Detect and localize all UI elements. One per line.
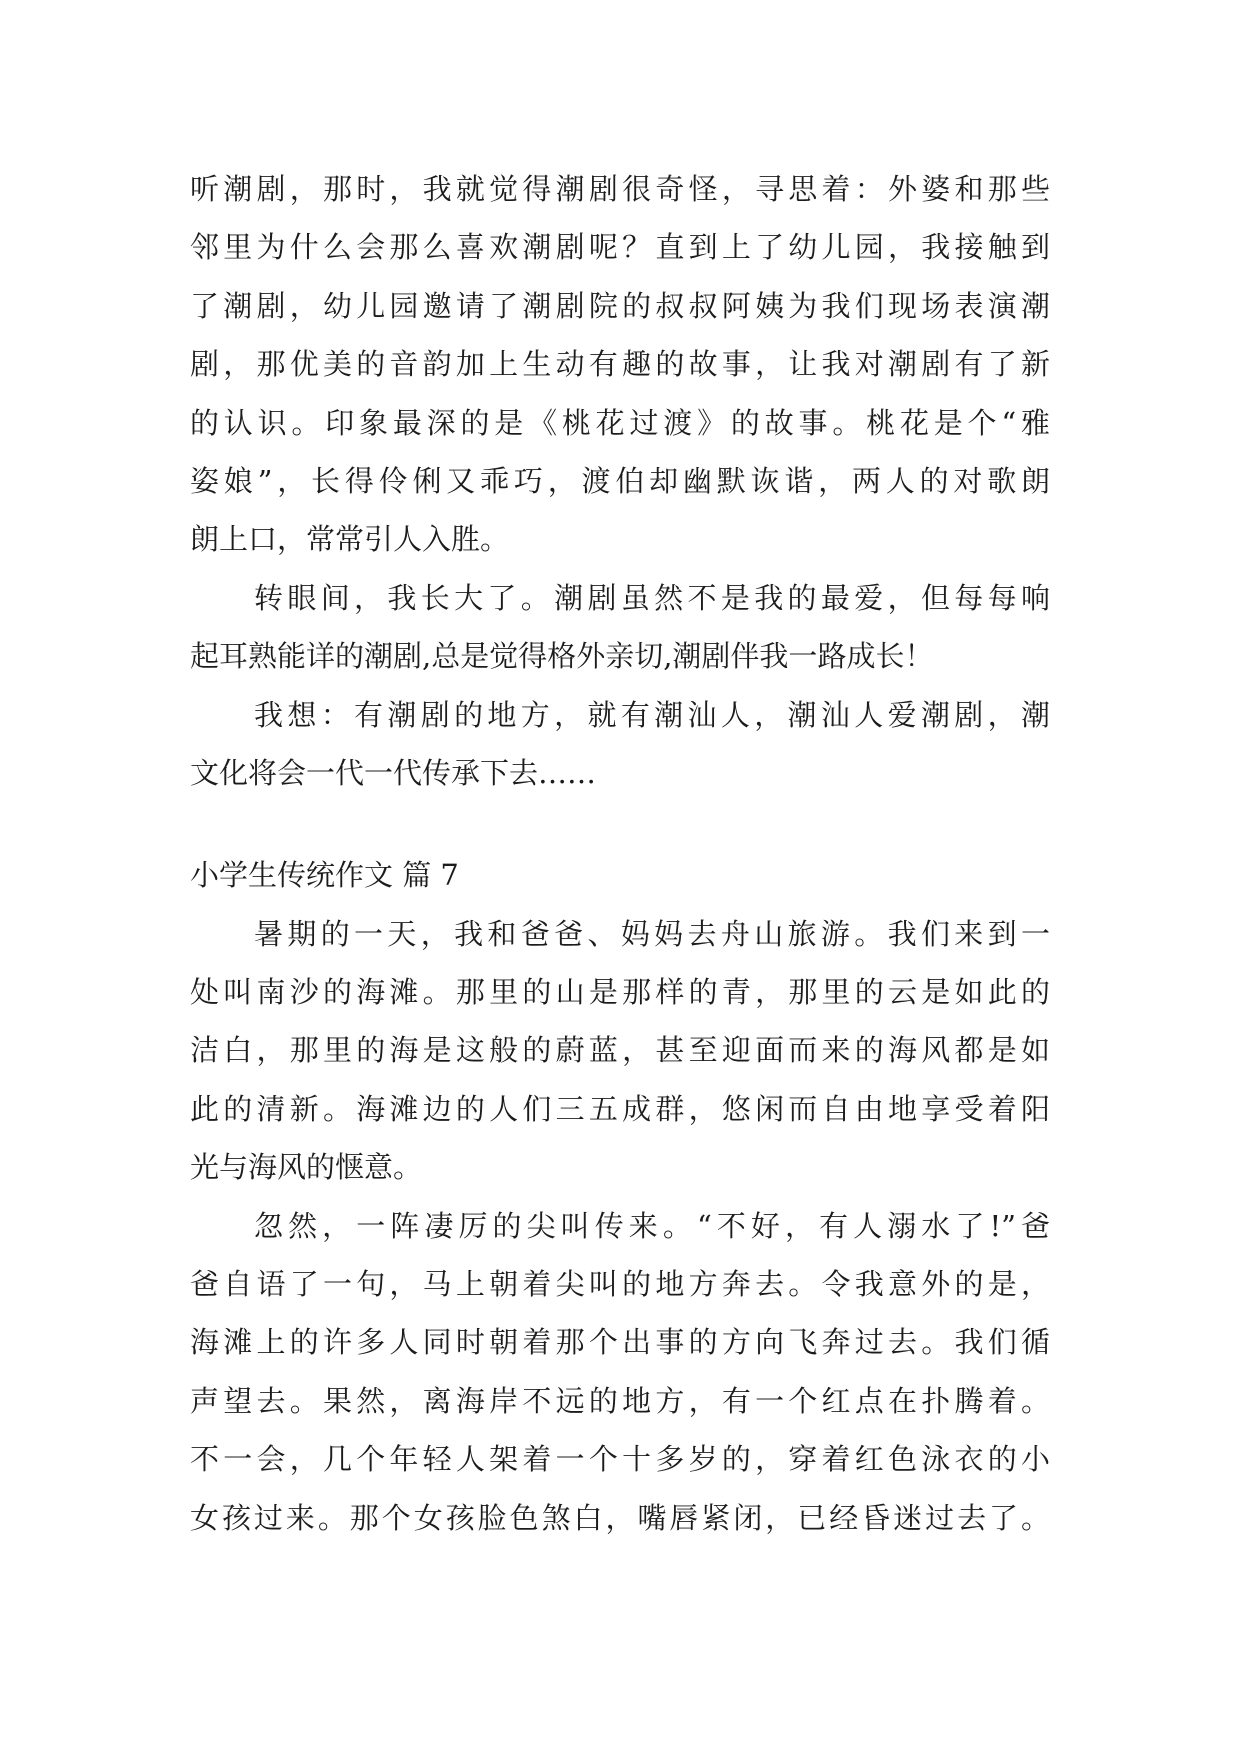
text-line: 海滩上的许多人同时朝着那个出事的方向飞奔过去。我们循 [190,1325,1050,1360]
essay-body [190,160,1050,1547]
text-line: 的认识。印象最深的是《桃花过渡》的故事。桃花是个“雅 [190,405,1050,440]
text-line: 不一会，几个年轻人架着一个十多岁的，穿着红色泳衣的小 [190,1442,1050,1477]
paragraph-grow-up [190,569,1050,686]
section-title: 小学生传统作文 篇 7 [190,858,459,893]
text-line: 女孩过来。那个女孩脸色煞白，嘴唇紧闭，已经昏迷过去了。 [190,1500,1050,1535]
text-line: 起耳熟能详的潮剧,总是觉得格外亲切,潮剧伴我一路成长！ [190,639,934,674]
text-line: 我想：有潮剧的地方，就有潮汕人，潮汕人爱潮剧，潮 [254,697,1050,732]
text-line: 了潮剧，幼儿园邀请了潮剧院的叔叔阿姨为我们现场表演潮 [190,288,1050,323]
text-line: 此的清新。海滩边的人们三五成群，悠闲而自由地享受着阳 [190,1091,1050,1126]
text-line: 声望去。果然，离海岸不远的地方，有一个红点在扑腾着。 [190,1383,1050,1418]
text-line: 爸自语了一句，马上朝着尖叫的地方奔去。令我意外的是， [190,1267,1050,1302]
paragraph-thought [190,686,1050,803]
text-line: 洁白，那里的海是这般的蔚蓝，甚至迎面而来的海风都是如 [190,1033,1050,1068]
text-line: 转眼间，我长大了。潮剧虽然不是我的最爱，但每每响 [254,580,1050,615]
text-line: 光与海风的惬意。 [190,1150,423,1185]
text-line: 忽然，一阵凄厉的尖叫传来。“不好，有人溺水了!”爸 [254,1208,1050,1243]
paragraph-trip [190,905,1050,1197]
text-line: 剧，那优美的音韵加上生动有趣的故事，让我对潮剧有了新 [190,347,1050,382]
text-line: 暑期的一天，我和爸爸、妈妈去舟山旅游。我们来到一 [254,916,1050,951]
text-line: 姿娘”，长得伶俐又乖巧，渡伯却幽默诙谐，两人的对歌朗 [190,463,1050,498]
text-line: 处叫南沙的海滩。那里的山是那样的青，那里的云是如此的 [190,975,1050,1010]
section-spacer [190,802,1050,846]
paragraph-opera-intro [190,160,1050,569]
paragraph-rescue [190,1197,1050,1547]
text-line: 听潮剧，那时，我就觉得潮剧很奇怪，寻思着：外婆和那些 [190,172,1050,206]
text-line: 邻里为什么会那么喜欢潮剧呢？直到上了幼儿园，我接触到 [190,230,1050,265]
text-line: 文化将会一代一代传承下去…… [190,755,597,790]
text-line: 朗上口，常常引人入胜。 [190,522,510,557]
